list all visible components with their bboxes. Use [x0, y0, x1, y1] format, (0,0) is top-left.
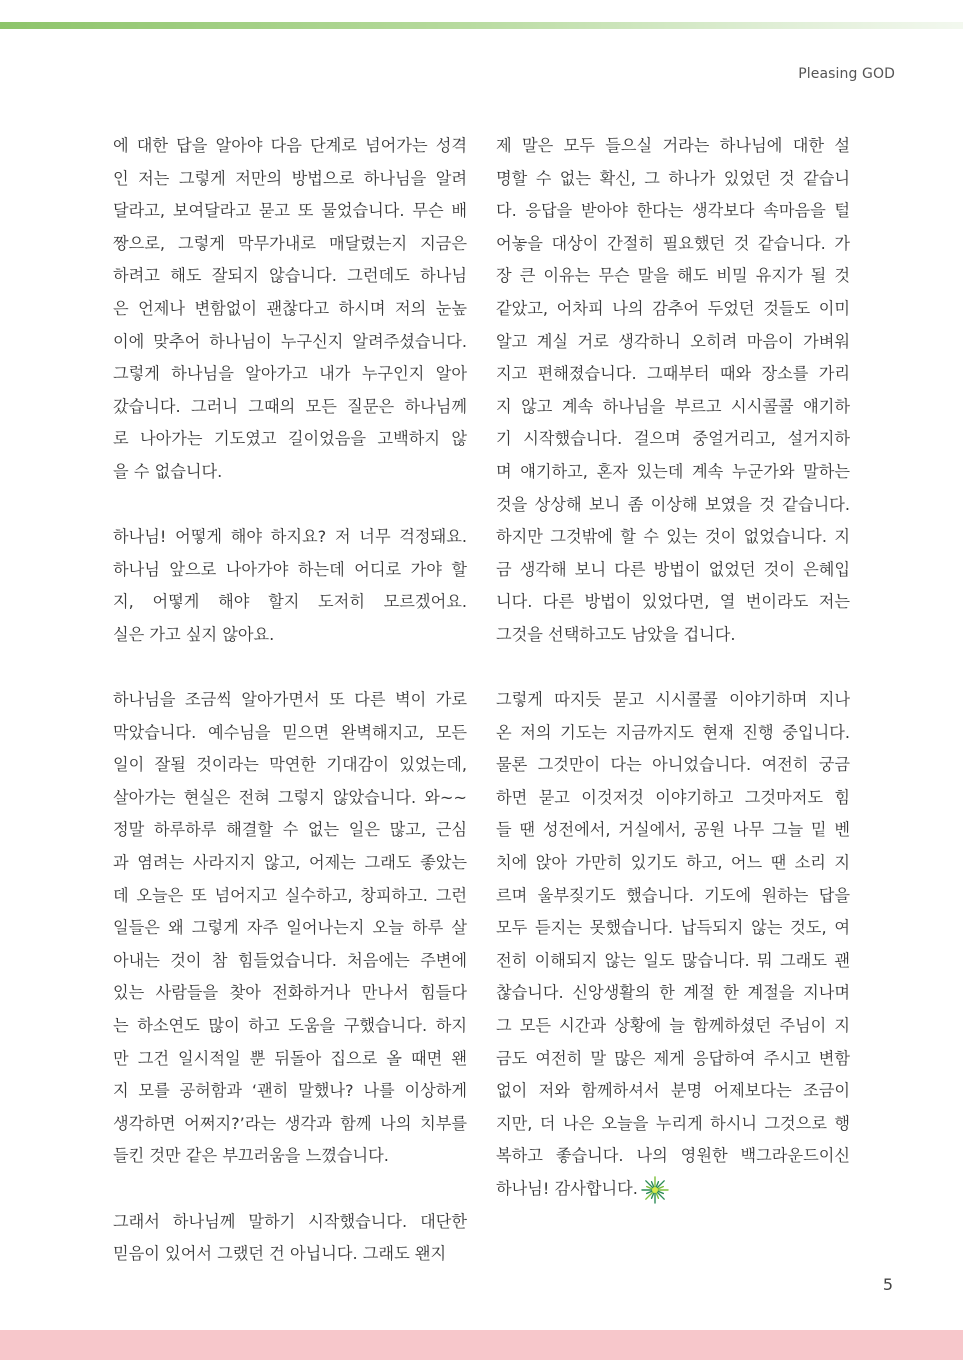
text-line: 아내는 것이 참 힘들었습니다. 처음에는 주변에 — [113, 950, 467, 970]
text-line: 을 수 없습니다. — [113, 461, 223, 481]
text-line: 지 않고 계속 하나님을 부르고 시시콜콜 얘기하 — [496, 396, 850, 416]
paragraph — [496, 684, 850, 1206]
text-line: 지고 편해졌습니다. 그때부터 때와 장소를 가리 — [496, 364, 850, 384]
text-line: 달라고, 보여달라고 묻고 또 물었습니다. 무슨 배 — [113, 201, 467, 221]
top-accent-bar — [0, 22, 963, 29]
text-line: 하나님 앞으로 나아가야 하는데 어디로 가야 할 — [113, 559, 467, 579]
paragraph-gap — [113, 652, 467, 685]
paragraph — [113, 130, 467, 489]
text-line: 없이 저와 함께하셔서 분명 어제보다는 조금이 — [496, 1081, 850, 1101]
text-line: 것을 상상해 보니 좀 이상해 보였을 것 같습니다. — [496, 494, 850, 514]
text-line: 다. 응답을 받아야 한다는 생각보다 속마음을 털 — [496, 201, 850, 221]
text-line: 과 염려는 사라지지 않고, 어제는 그래도 좋았는 — [113, 853, 467, 873]
text-line: 제 말은 모두 들으실 거라는 하나님에 대한 설 — [496, 136, 850, 155]
paragraph — [496, 130, 850, 652]
text-line: 온 저의 기도는 지금까지도 현재 진행 중입니다. — [496, 722, 850, 742]
text-line: 어놓을 대상이 간절히 필요했던 것 같습니다. 가 — [496, 233, 850, 253]
running-header: Pleasing GOD — [798, 66, 895, 82]
text-line: 실은 가고 싶지 않아요. — [113, 624, 275, 644]
bottom-accent-bar — [0, 1330, 963, 1360]
text-line: 하나님! 감사합니다. — [496, 1173, 850, 1206]
text-line: 금도 여전히 말 많은 제게 응답하여 주시고 변함 — [496, 1048, 850, 1068]
text-line: 알고 계실 거로 생각하니 오히려 마음이 가벼워 — [496, 331, 850, 351]
text-line: 하나님을 조금씩 알아가면서 또 다른 벽이 가로 — [113, 690, 467, 710]
text-line: 치에 앉아 가만히 있기도 하고, 어느 땐 소리 지 — [496, 853, 850, 873]
text-line: 니다. 다른 방법이 있었다면, 열 번이라도 저는 — [496, 592, 850, 612]
text-line: 며 얘기하고, 혼자 있는데 계속 누군가와 말하는 — [496, 461, 850, 481]
text-line: 만 그건 일시적일 뿐 뒤돌아 집으로 올 때면 왠 — [113, 1048, 467, 1068]
left-column — [113, 130, 467, 1271]
text-line: 는 하소연도 많이 하고 도움을 구했습니다. 하지 — [113, 1016, 467, 1036]
text-line: 들킨 것만 같은 부끄러움을 느꼈습니다. — [113, 1146, 389, 1166]
text-line: 인 저는 그렇게 저만의 방법으로 하나님을 알려 — [113, 168, 467, 188]
text-line: 하지만 그것밖에 할 수 있는 것이 없었습니다. 지 — [496, 527, 850, 547]
paragraph — [113, 521, 467, 651]
text-line: 갔습니다. 그러니 그때의 모든 질문은 하나님께 — [113, 396, 467, 416]
paragraph-gap — [113, 489, 467, 522]
flower-ornament-icon — [640, 1175, 670, 1205]
text-line: 모두 듣지는 못했습니다. 납득되지 않는 것도, 여 — [496, 918, 850, 938]
text-line: 그래서 하나님께 말하기 시작했습니다. 대단한 — [113, 1211, 467, 1231]
text-line: 하나님! 어떻게 해야 하지요? 저 너무 걱정돼요. — [113, 527, 467, 547]
text-line: 은 언제나 변함없이 괜찮다고 하시며 저의 눈높 — [113, 298, 467, 318]
text-line: 복하고 좋습니다. 나의 영원한 백그라운드이신 — [496, 1146, 850, 1166]
text-line: 같았고, 어차피 나의 감추어 두었던 것들도 이미 — [496, 298, 850, 318]
text-line: 에 대한 답을 알아야 다음 단계로 넘어가는 성격 — [113, 136, 467, 155]
text-line: 살아가는 현실은 전혀 그렇지 않았습니다. 와~~ — [113, 787, 467, 807]
text-line: 금 생각해 보니 다른 방법이 없었던 것이 은혜입 — [496, 559, 850, 579]
text-line: 하려고 해도 잘되지 않습니다. 그런데도 하나님 — [113, 266, 467, 286]
text-line: 지 모를 공허함과 ‘괜히 말했나? 나를 이상하게 — [113, 1081, 467, 1101]
text-line: 그렇게 하나님을 알아가고 내가 누구인지 알아 — [113, 364, 467, 384]
right-column — [496, 130, 850, 1206]
text-line: 정말 하루하루 해결할 수 없는 일은 많고, 근심 — [113, 820, 467, 840]
text-line: 장 큰 이유는 무슨 말을 해도 비밀 유지가 될 것 — [496, 266, 850, 286]
page-number: 5 — [882, 1275, 893, 1294]
text-line: 명할 수 없는 확신, 그 하나가 있었던 것 같습니 — [496, 168, 850, 188]
text-line: 지만, 더 나은 오늘을 누리게 하시니 그것으로 행 — [496, 1113, 850, 1133]
text-line: 르며 울부짖기도 했습니다. 기도에 원하는 답을 — [496, 885, 850, 905]
text-line: 기 시작했습니다. 걸으며 중얼거리고, 설거지하 — [496, 429, 850, 449]
text-line: 물론 그것만이 다는 아니었습니다. 여전히 궁금 — [496, 755, 850, 775]
text-line: 이에 맞추어 하나님이 누구신지 알려주셨습니다. — [113, 331, 467, 351]
text-line: 하면 묻고 이것저것 이야기하고 그것마저도 힘 — [496, 787, 850, 807]
text-line: 짱으로, 그렇게 막무가내로 매달렸는지 지금은 — [113, 233, 467, 253]
text-line: 일들은 왜 그렇게 자주 일어나는지 오늘 하루 살 — [113, 918, 467, 938]
paragraph-gap — [113, 1173, 467, 1206]
text-line: 찮습니다. 신앙생활의 한 계절 한 계절을 지나며 — [496, 983, 850, 1003]
text-line: 그것을 선택하고도 남았을 겁니다. — [496, 624, 736, 644]
text-line: 믿음이 있어서 그랬던 건 아닙니다. 그래도 왠지 — [113, 1244, 447, 1264]
text-line: 지, 어떻게 해야 할지 도저히 모르겠어요. — [113, 592, 467, 612]
text-line: 일이 잘될 것이라는 막연한 기대감이 있었는데, — [113, 755, 467, 775]
paragraph-gap — [496, 652, 850, 685]
paragraph — [113, 684, 467, 1173]
text-line: 막았습니다. 예수님을 믿으면 완벽해지고, 모든 — [113, 722, 467, 742]
text-line: 들 땐 성전에서, 거실에서, 공원 나무 그늘 밑 벤 — [496, 820, 850, 840]
text-line: 그 모든 시간과 상황에 늘 함께하셨던 주님이 지 — [496, 1016, 850, 1036]
text-line: 데 오늘은 또 넘어지고 실수하고, 창피하고. 그런 — [113, 885, 467, 905]
text-line: 로 나아가는 기도였고 길이었음을 고백하지 않 — [113, 429, 467, 449]
text-line: 그렇게 따지듯 묻고 시시콜콜 이야기하며 지나 — [496, 690, 850, 710]
text-line: 생각하면 어쩌지?’라는 생각과 함께 나의 치부를 — [113, 1113, 467, 1133]
paragraph — [113, 1206, 467, 1271]
text-line: 있는 사람들을 찾아 전화하거나 만나서 힘들다 — [113, 983, 467, 1003]
text-line: 전히 이해되지 않는 일도 많습니다. 뭐 그래도 괜 — [496, 950, 850, 970]
